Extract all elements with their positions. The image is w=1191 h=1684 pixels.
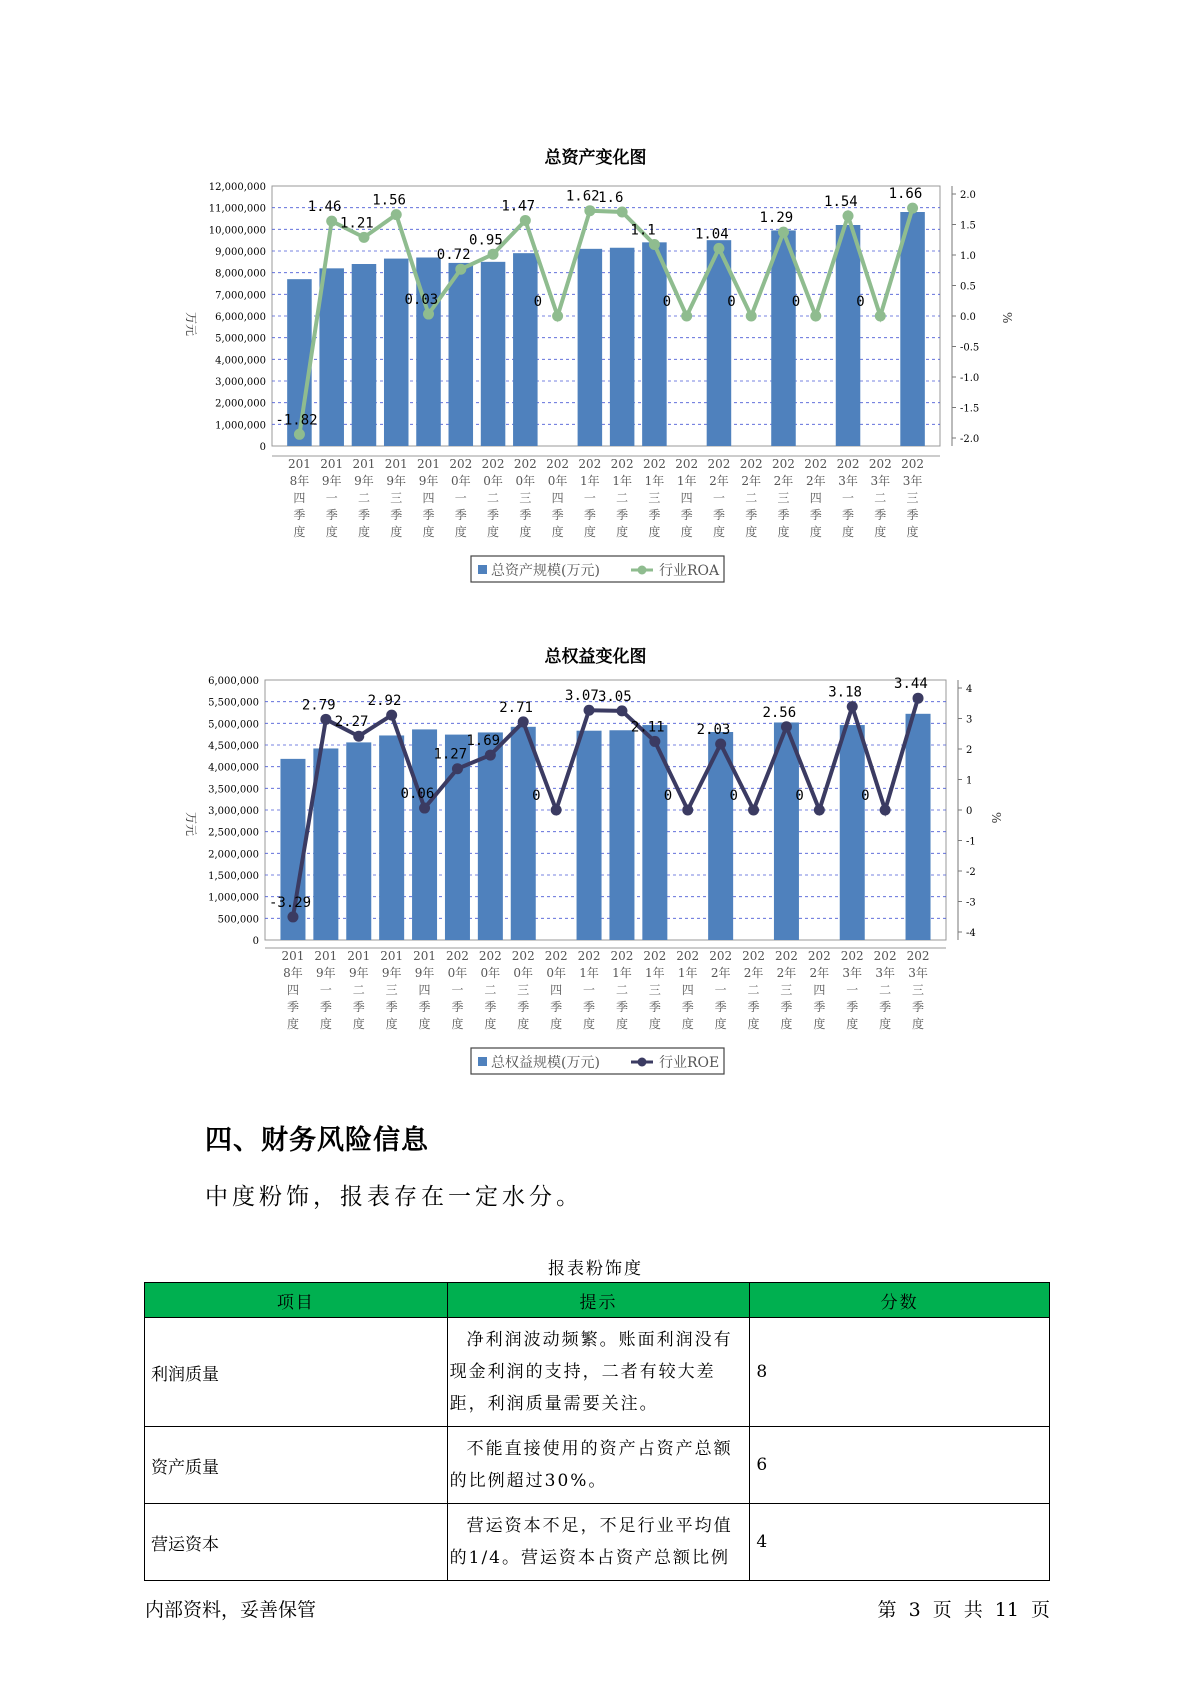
y-tick-label: 0 <box>252 936 259 947</box>
y-tick-label: 500,000 <box>217 914 259 926</box>
x-tick-label: 201 8年四季度 <box>287 457 311 539</box>
data-label: 1.6 <box>598 190 624 206</box>
row-item: 资产质量 <box>145 1427 448 1504</box>
line-point <box>391 209 402 220</box>
y-tick-label: 5,000,000 <box>215 333 266 345</box>
line-point <box>913 693 924 704</box>
line-point <box>326 216 337 227</box>
bar <box>900 212 925 446</box>
line-point <box>552 311 563 322</box>
line-point <box>649 239 660 250</box>
bar <box>319 268 344 446</box>
row-score: 8 <box>750 1318 1050 1427</box>
x-tick-label: 202 1年二季度 <box>610 457 634 539</box>
x-tick-label: 202 3年二季度 <box>873 949 897 1031</box>
line-point <box>584 705 595 716</box>
y2-tick-label: -1.0 <box>960 373 980 384</box>
line-point <box>455 264 466 275</box>
data-label: 0 <box>533 294 543 310</box>
line-point <box>847 701 858 712</box>
line-point <box>287 911 298 922</box>
y2-tick-label: 4 <box>966 684 973 695</box>
legend <box>471 1048 724 1074</box>
bar <box>609 730 634 940</box>
risk-table <box>144 1282 1050 1581</box>
y-tick-label: 5,500,000 <box>208 697 259 709</box>
y2-tick-label: -3 <box>966 897 976 909</box>
legend-label-line: 行业ROA <box>659 563 720 579</box>
x-tick-label: 201 9年四季度 <box>413 949 437 1031</box>
y2-tick-label: -2.0 <box>960 434 980 445</box>
y-tick-label: 6,000,000 <box>208 676 259 687</box>
x-tick-label: 201 8年四季度 <box>281 949 305 1031</box>
line-point <box>423 309 434 320</box>
x-tick-label: 202 0年二季度 <box>481 457 505 539</box>
data-label: 1.56 <box>372 192 406 209</box>
line-point <box>386 710 397 721</box>
data-label: 1.69 <box>466 733 501 750</box>
x-tick-label: 202 3年三季度 <box>901 457 925 539</box>
data-label: 1.47 <box>501 198 536 215</box>
total-assets-chart <box>0 172 1191 632</box>
bar <box>642 242 667 446</box>
row-score: 4 <box>750 1504 1050 1581</box>
line-point <box>320 714 331 725</box>
bar <box>449 263 474 446</box>
x-tick-label: 202 0年三季度 <box>511 949 535 1031</box>
x-tick-label: 202 0年四季度 <box>544 949 568 1031</box>
legend-swatch-bar <box>478 1057 487 1066</box>
line-point <box>353 731 364 742</box>
data-label: 2.11 <box>630 719 665 736</box>
bar <box>352 264 377 446</box>
x-tick-label: 202 2年四季度 <box>804 457 828 539</box>
line-point <box>781 721 792 732</box>
x-tick-label: 202 0年一季度 <box>446 949 469 1031</box>
line-point <box>518 716 529 727</box>
chart-title-total-assets: 总资产变化图 <box>544 148 647 168</box>
data-label: 0.72 <box>436 247 471 264</box>
y-tick-label: 3,500,000 <box>208 784 259 796</box>
data-label: 3.07 <box>565 688 599 705</box>
chart-title-total-equity: 总权益变化图 <box>544 647 647 667</box>
data-label: 0.95 <box>469 232 503 249</box>
data-label: 3.44 <box>894 676 928 693</box>
line-point <box>713 243 724 254</box>
y-tick-label: 1,000,000 <box>208 892 259 904</box>
data-label: 0 <box>532 788 541 804</box>
x-tick-label: 201 9年二季度 <box>352 457 376 539</box>
y-tick-label: 9,000,000 <box>215 247 266 258</box>
x-tick-label: 202 2年四季度 <box>807 949 831 1031</box>
table-row <box>145 1318 1050 1427</box>
table-row <box>145 1427 1050 1504</box>
data-label: -3.29 <box>268 894 312 911</box>
bar <box>513 253 538 446</box>
data-label: 2.56 <box>762 704 797 721</box>
legend-swatch-point <box>638 1058 647 1067</box>
bar <box>610 248 635 446</box>
x-tick-label: 202 3年三季度 <box>906 949 930 1031</box>
data-label: 2.71 <box>499 699 533 716</box>
x-tick-label: 202 1年四季度 <box>675 457 699 539</box>
line-point <box>616 705 627 716</box>
footer-page-number: 第 3 页 共 11 页 <box>877 1599 1050 1621</box>
line-point <box>358 232 369 243</box>
x-tick-label: 202 3年一季度 <box>836 457 860 539</box>
line-point <box>485 750 496 761</box>
bar <box>384 259 409 446</box>
data-label: 3.18 <box>828 684 862 701</box>
table-row <box>145 1504 1050 1581</box>
line-point <box>452 763 463 774</box>
data-label: 1.27 <box>433 746 468 763</box>
line-point <box>748 805 759 816</box>
line-point <box>520 215 531 226</box>
legend-swatch-point <box>638 566 647 575</box>
data-label: 1.54 <box>824 193 858 210</box>
line-point <box>778 227 789 238</box>
x-tick-label: 202 2年二季度 <box>742 949 765 1031</box>
line-point <box>488 249 499 260</box>
data-label: 2.92 <box>367 693 402 710</box>
data-label: 2.03 <box>696 722 731 739</box>
bar <box>578 249 603 446</box>
data-label: 0 <box>791 294 801 310</box>
data-label: 1.29 <box>759 210 794 227</box>
header-score: 分数 <box>750 1283 1050 1318</box>
x-tick-label: 202 2年三季度 <box>774 949 798 1031</box>
y2-tick-label: 0 <box>966 806 973 817</box>
x-tick-label: 201 9年一季度 <box>314 949 338 1031</box>
legend-label-bar: 总权益规模(万元) <box>491 1055 600 1071</box>
y-axis-title: 万元 <box>184 812 198 837</box>
row-item: 利润质量 <box>145 1318 448 1427</box>
section-heading: 四、财务风险信息 <box>205 1125 429 1156</box>
y2-tick-label: 0.0 <box>960 312 976 323</box>
y2-tick-label: 1.5 <box>960 220 976 232</box>
y-tick-label: 2,000,000 <box>208 849 259 861</box>
y-tick-label: 1,000,000 <box>215 420 266 432</box>
x-tick-label: 202 1年一季度 <box>577 949 601 1031</box>
x-tick-label: 202 1年三季度 <box>642 457 666 539</box>
line-point <box>649 736 660 747</box>
line-point <box>880 805 891 816</box>
data-label: -1.82 <box>275 412 318 429</box>
total-equity-chart <box>0 672 1191 1132</box>
x-tick-label: 201 9年一季度 <box>320 457 344 539</box>
y-tick-label: 6,000,000 <box>215 312 266 323</box>
data-label: 0 <box>795 788 804 804</box>
data-label: 3.05 <box>597 688 632 705</box>
y-tick-label: 12,000,000 <box>208 182 266 193</box>
legend-swatch-bar <box>478 565 487 574</box>
line-point <box>584 205 595 216</box>
y2-tick-label: 2.0 <box>960 190 976 201</box>
legend-label-bar: 总资产规模(万元) <box>491 563 600 579</box>
y-tick-label: 2,500,000 <box>208 827 259 839</box>
x-tick-label: 202 0年一季度 <box>449 457 473 539</box>
y-tick-label: 3,000,000 <box>208 806 259 817</box>
x-tick-label: 202 3年一季度 <box>840 949 864 1031</box>
y2-tick-label: 0.5 <box>960 281 976 293</box>
line-point <box>875 311 886 322</box>
line-point <box>617 207 628 218</box>
x-tick-label: 202 2年一季度 <box>707 457 731 539</box>
data-label: 0 <box>727 294 736 310</box>
footer-confidential: 内部资料，妥善保管 <box>145 1599 317 1621</box>
data-label: 0 <box>856 294 865 310</box>
line-point <box>814 805 825 816</box>
y-tick-label: 0 <box>259 442 266 453</box>
y2-tick-label: 1 <box>966 775 973 787</box>
y-tick-label: 5,000,000 <box>208 719 259 731</box>
line-point <box>682 805 693 816</box>
x-tick-label: 201 9年二季度 <box>347 949 371 1031</box>
data-label: 0 <box>729 788 738 804</box>
legend-label-line: 行业ROE <box>659 1055 720 1071</box>
row-hint: 净利润波动频繁。账面利润没有现金利润的支持，二者有较大差距，利润质量需要关注。 <box>447 1318 750 1427</box>
row-hint: 不能直接使用的资产占资产总额的比例超过30%。 <box>447 1427 750 1504</box>
y2-tick-label: -4 <box>966 928 976 939</box>
y2-tick-label: 3 <box>966 714 973 726</box>
data-label: 1.04 <box>694 226 729 243</box>
line-point <box>294 429 305 440</box>
x-tick-label: 202 3年二季度 <box>868 457 892 539</box>
x-tick-label: 202 0年三季度 <box>513 457 537 539</box>
row-score: 6 <box>750 1427 1050 1504</box>
x-tick-label: 202 1年四季度 <box>676 949 700 1031</box>
x-tick-label: 202 1年一季度 <box>578 457 602 539</box>
row-hint: 营运资本不足，不足行业平均值的1/4。营运资本占资产总额比例 <box>447 1504 750 1581</box>
data-label: 0 <box>663 788 673 804</box>
line-point <box>810 311 821 322</box>
x-tick-label: 201 9年四季度 <box>417 457 440 539</box>
y2-tick-label: 2 <box>966 745 973 756</box>
table-header-row <box>145 1283 1050 1318</box>
y-tick-label: 4,000,000 <box>215 355 266 367</box>
line-point <box>746 311 757 322</box>
data-label: 0 <box>662 294 672 310</box>
line-point <box>551 805 562 816</box>
y-tick-label: 10,000,000 <box>208 225 266 237</box>
x-tick-label: 202 1年二季度 <box>610 949 634 1031</box>
bar <box>481 262 506 446</box>
y-tick-label: 8,000,000 <box>215 268 266 280</box>
y2-tick-label: -2 <box>966 867 976 878</box>
bar <box>840 725 865 940</box>
bar <box>511 727 536 940</box>
bar <box>379 735 404 940</box>
y-tick-label: 2,000,000 <box>215 398 266 410</box>
line-point <box>715 739 726 750</box>
header-hint: 提示 <box>447 1283 750 1318</box>
y2-tick-label: 1.0 <box>960 251 976 262</box>
data-label: 1.46 <box>307 199 342 216</box>
section-summary: 中度粉饰，报表存在一定水分。 <box>205 1184 583 1210</box>
bar <box>346 742 371 940</box>
data-label: 0 <box>861 788 870 804</box>
y-tick-label: 4,000,000 <box>208 762 259 774</box>
data-label: 0.03 <box>404 292 439 309</box>
legend <box>471 556 724 582</box>
bar <box>836 225 861 446</box>
bar <box>771 230 796 446</box>
y-tick-label: 1,500,000 <box>208 871 259 882</box>
y2-tick-label: -0.5 <box>960 342 980 354</box>
x-tick-label: 202 2年三季度 <box>772 457 795 539</box>
y2-tick-label: -1.5 <box>960 403 980 415</box>
data-label: 1.66 <box>888 186 923 203</box>
bar <box>774 722 799 940</box>
y-tick-label: 4,500,000 <box>208 741 259 752</box>
x-tick-label: 202 0年四季度 <box>546 457 570 539</box>
y-tick-label: 11,000,000 <box>208 203 266 215</box>
bar <box>906 714 931 940</box>
y2-axis-title: % <box>989 812 1003 824</box>
data-label: 2.79 <box>301 697 336 714</box>
data-label: 1.21 <box>339 215 374 232</box>
line-point <box>419 803 430 814</box>
x-tick-label: 202 2年二季度 <box>739 457 763 539</box>
y2-tick-label: -1 <box>966 836 976 848</box>
line-point <box>907 203 918 214</box>
data-label: 1.1 <box>630 222 656 239</box>
x-tick-label: 202 2年一季度 <box>709 949 733 1031</box>
line-point <box>843 210 854 221</box>
bar <box>478 732 503 940</box>
data-label: 1.62 <box>565 188 600 205</box>
bar <box>707 240 732 446</box>
x-tick-label: 202 0年二季度 <box>478 949 502 1031</box>
table-caption: 报表粉饰度 <box>548 1259 643 1279</box>
row-item: 营运资本 <box>145 1504 448 1581</box>
header-item: 项目 <box>145 1283 448 1318</box>
y-axis-title: 万元 <box>184 312 198 337</box>
bar <box>577 731 602 940</box>
line-point <box>681 311 692 322</box>
x-tick-label: 202 1年三季度 <box>643 949 667 1031</box>
y-tick-label: 3,000,000 <box>215 377 266 388</box>
y2-axis-title: % <box>1000 312 1014 324</box>
data-label: 2.27 <box>334 714 369 731</box>
x-tick-label: 201 9年三季度 <box>380 949 404 1031</box>
y-tick-label: 7,000,000 <box>215 290 266 302</box>
data-label: 0.06 <box>400 786 435 803</box>
x-tick-label: 201 9年三季度 <box>384 457 408 539</box>
